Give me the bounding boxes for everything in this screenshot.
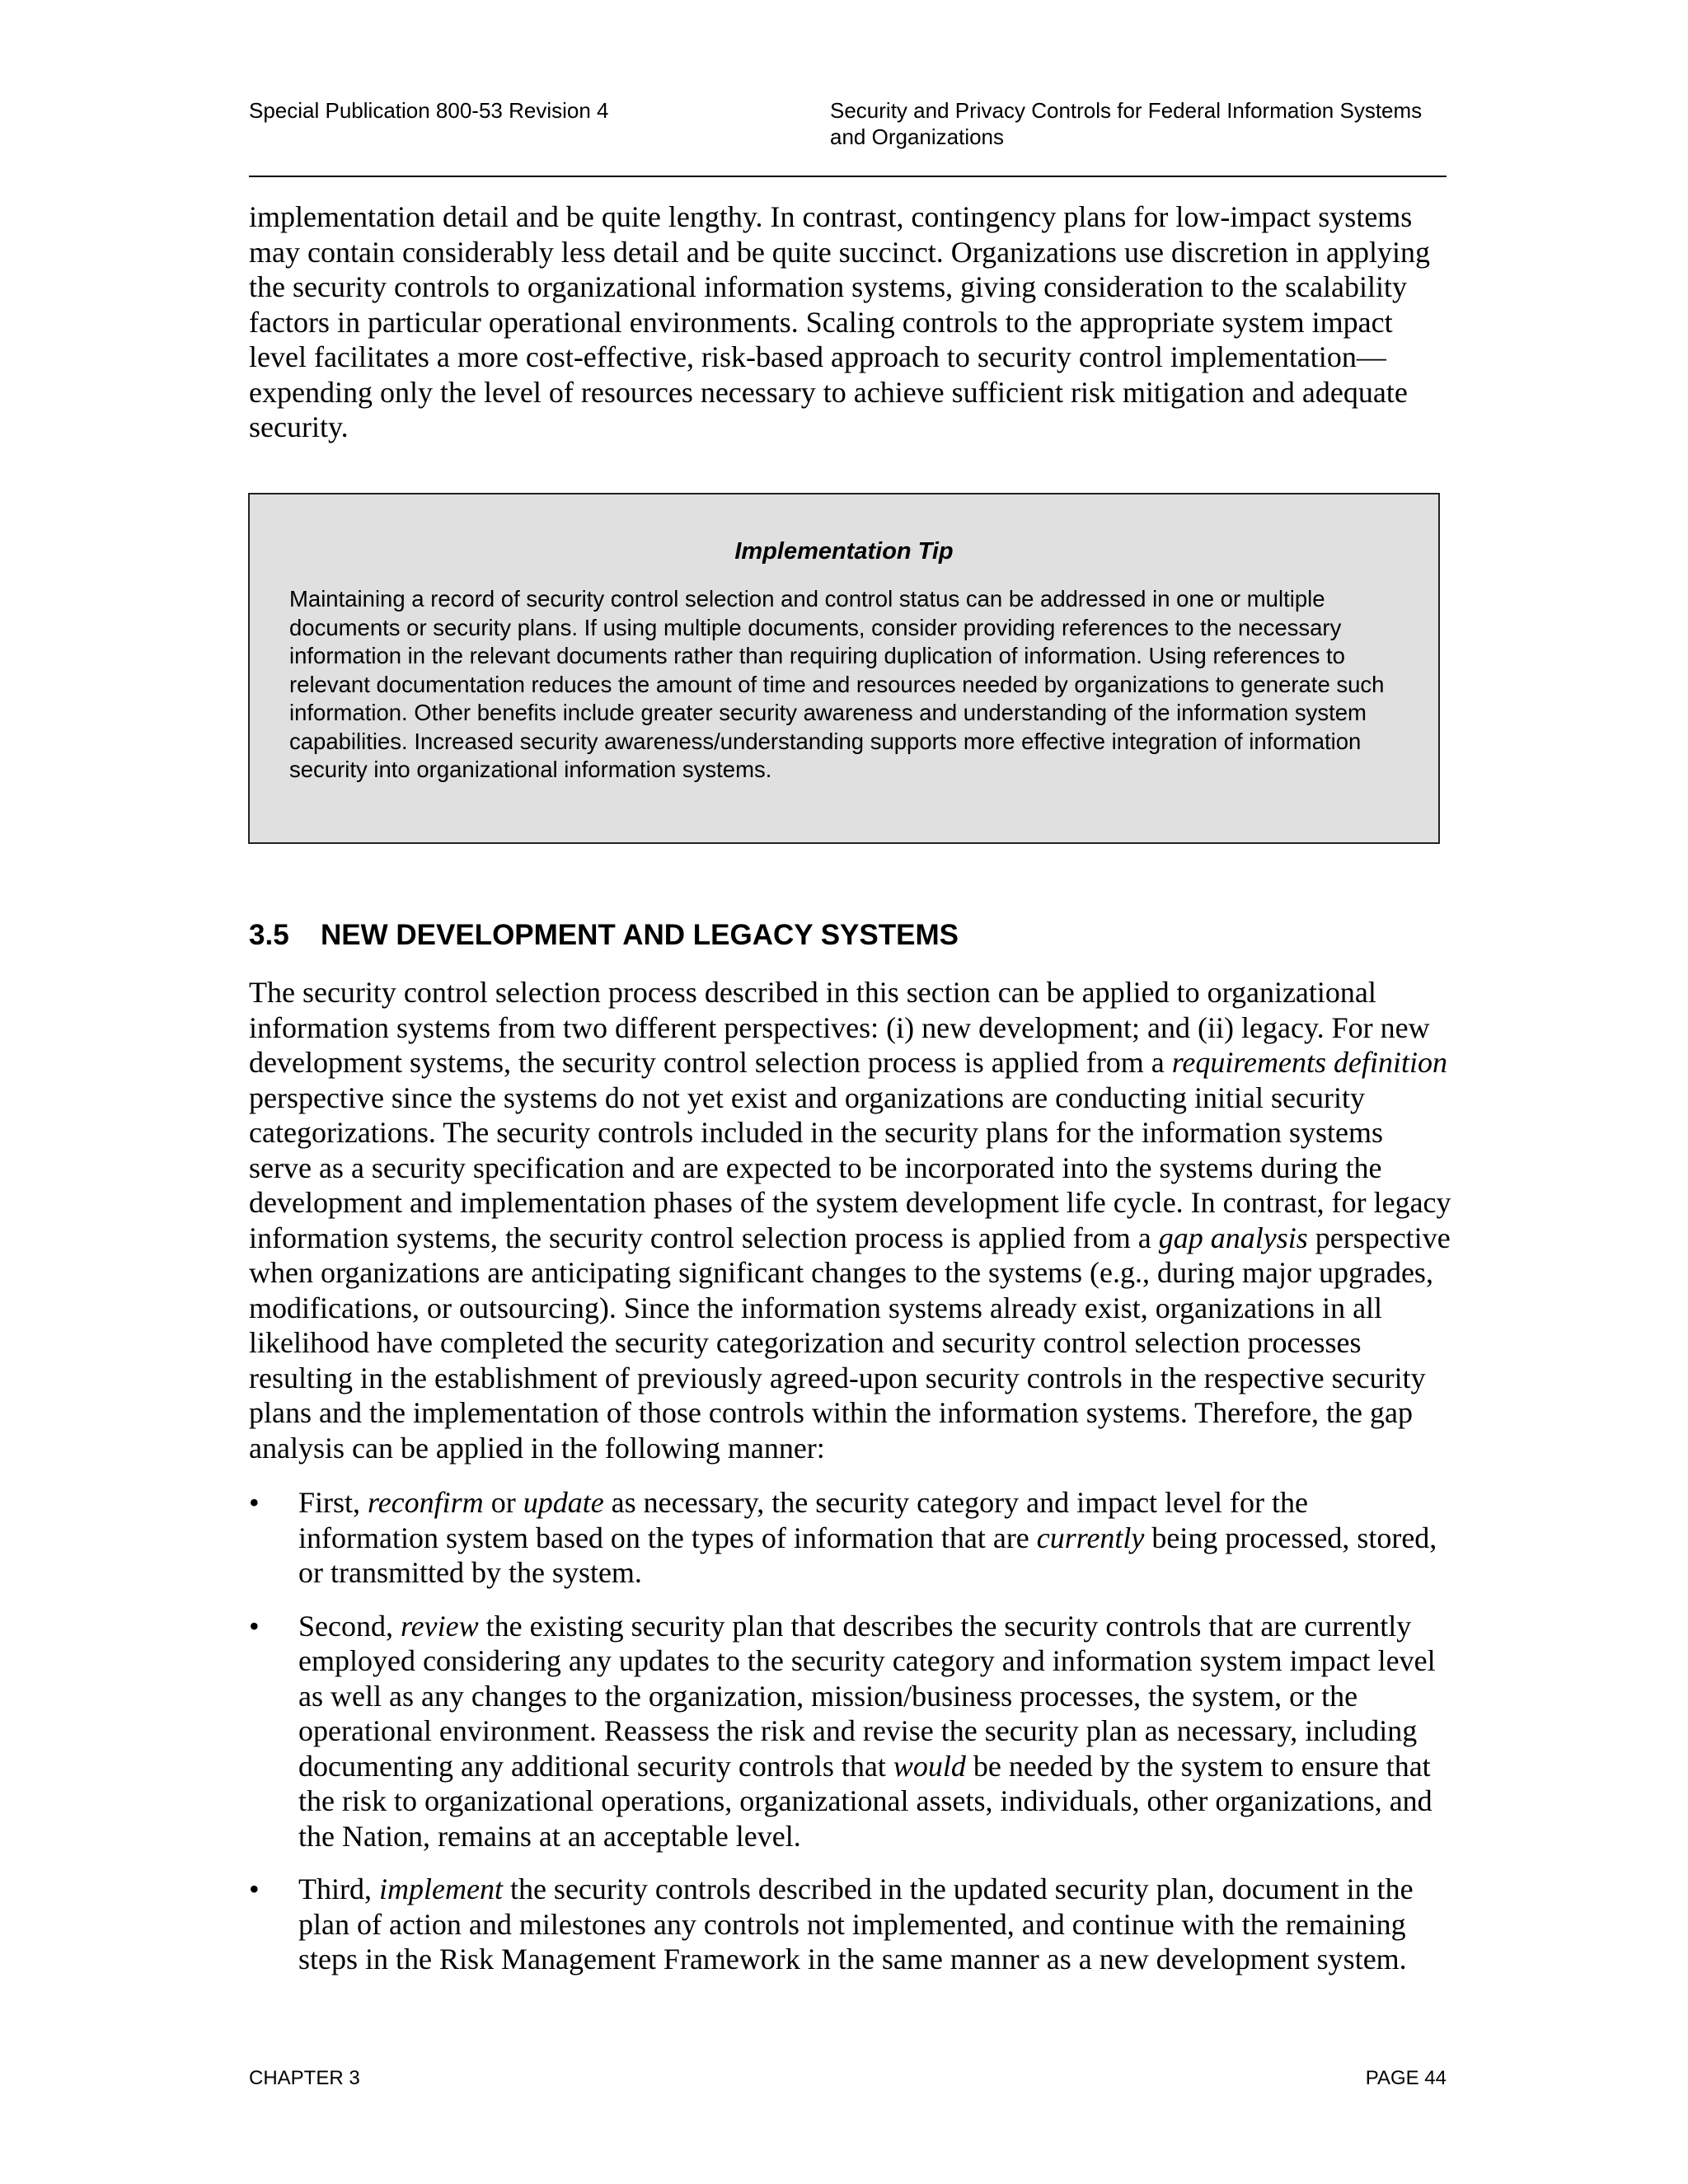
- list-text: be needed by the system to ensure that the risk to organizational operations, organizational assets, individuals, other organizations, and the Nation, remains at an acceptable level.: [298, 1749, 1432, 1853]
- implementation-tip-box: [248, 493, 1440, 844]
- emphasis-requirements-definition: requirements definition: [1171, 1046, 1448, 1079]
- page-number: PAGE 44: [1365, 2067, 1447, 2089]
- section-heading: [249, 919, 959, 952]
- bullet-icon: •: [249, 1872, 260, 1905]
- body-text: perspective when organizations are anticipating significant changes to the systems (e.g., during major upgrades, modifications, or outsourcing). Since the information systems already exist, organizations in all likelihood have completed the security categorization and security control selection processes resulting in the establishment of previously agreed-upon security controls in the respective security plans and the implementation of those controls within the information systems. Therefore, the gap analysis can be applied in the following manner:: [249, 1221, 1451, 1465]
- intro-paragraph: implementation detail and be quite lengthy. In contrast, contingency plans for low-impact systems may contain considerably less detail and be quite succinct. Organizations use discretion in applying the security controls to organizational information systems, giving consideration to the scalability factors in particular operational environments. Scaling controls to the appropriate system impact level facilitates a more cost-effective, risk-based approach to security control implementation—expending only the level of resources necessary to achieve sufficient risk mitigation and adequate security.: [249, 200, 1430, 443]
- publication-title: [830, 97, 1448, 150]
- list-item: [249, 1485, 1452, 1591]
- list-item: [249, 1609, 1452, 1854]
- list-text: the existing security plan that describes the security controls that are currently employed considering any updates to the security category and information system impact level as well as any changes to the organization, mission/business processes, the system, or the operational environment. Reassess the risk and revise the security plan as necessary, including documenting any additional security controls that: [298, 1609, 1436, 1783]
- list-text: as necessary, the security category and impact level for the information system based on the types of information that are: [298, 1486, 1308, 1554]
- tip-body: Maintaining a record of security control selection and control status can be addressed in one or multiple documents or security plans. If using multiple documents, consider providing references to the necessary information in the relevant documents rather than requiring duplication of information. Using references to relevant documentation reduces the amount of time and resources needed by organizations to generate such information. Other benefits include greater security awareness and understanding of the information system capabilities. Increased security awareness/understanding supports more effective integration of information security into organizational information systems.: [289, 586, 1385, 782]
- header-divider: [249, 176, 1447, 177]
- section-body-paragraph: [249, 975, 1452, 1465]
- list-text: Third,: [298, 1872, 379, 1905]
- emphasis-reconfirm: reconfirm: [368, 1486, 484, 1519]
- section-title: NEW DEVELOPMENT AND LEGACY SYSTEMS: [321, 919, 959, 951]
- list-text: being processed, stored, or transmitted by the system.: [298, 1521, 1437, 1589]
- list-text: Second,: [298, 1609, 401, 1643]
- list-item: [249, 1872, 1452, 1977]
- body-text: perspective since the systems do not yet exist and organizations are conducting initial security categorizations. The security controls included in the security plans for the information systems serve as a security specification and are expected to be incorporated into the systems during the development and implementation phases of the system development life cycle. In contrast, for legacy information systems, the security control selection process is applied from a: [249, 1080, 1451, 1254]
- emphasis-would: would: [893, 1749, 966, 1783]
- emphasis-update: update: [523, 1486, 604, 1519]
- bullet-icon: •: [249, 1609, 260, 1643]
- chapter-label: CHAPTER 3: [249, 2067, 360, 2089]
- emphasis-gap-analysis: gap analysis: [1158, 1221, 1308, 1254]
- page-header: [249, 97, 1447, 180]
- emphasis-currently: currently: [1036, 1521, 1145, 1554]
- body-text: The security control selection process described in this section can be applied to organizational information systems from two different perspectives: (i) new development; and (ii) legacy. For new development systems, the security control selection process is applied from a: [249, 976, 1430, 1079]
- section-number: 3.5: [249, 919, 289, 951]
- publication-title-line1: Security and Privacy Controls for Federal Information Systems: [830, 98, 1423, 123]
- gap-analysis-steps: [249, 1485, 1452, 1995]
- bullet-icon: •: [249, 1486, 260, 1519]
- list-text: or: [483, 1486, 523, 1519]
- list-text: First,: [298, 1486, 368, 1519]
- emphasis-review: review: [400, 1609, 479, 1643]
- publication-id: Special Publication 800-53 Revision 4: [249, 98, 609, 123]
- tip-title: Implementation Tip: [734, 538, 954, 565]
- publication-title-line2: and Organizations: [830, 124, 1005, 149]
- list-text: the security controls described in the updated security plan, document in the plan of action and milestones any controls not implemented, and continue with the remaining steps in the Risk Management Framework in the same manner as a new development system.: [298, 1872, 1414, 1975]
- emphasis-implement: implement: [378, 1872, 503, 1905]
